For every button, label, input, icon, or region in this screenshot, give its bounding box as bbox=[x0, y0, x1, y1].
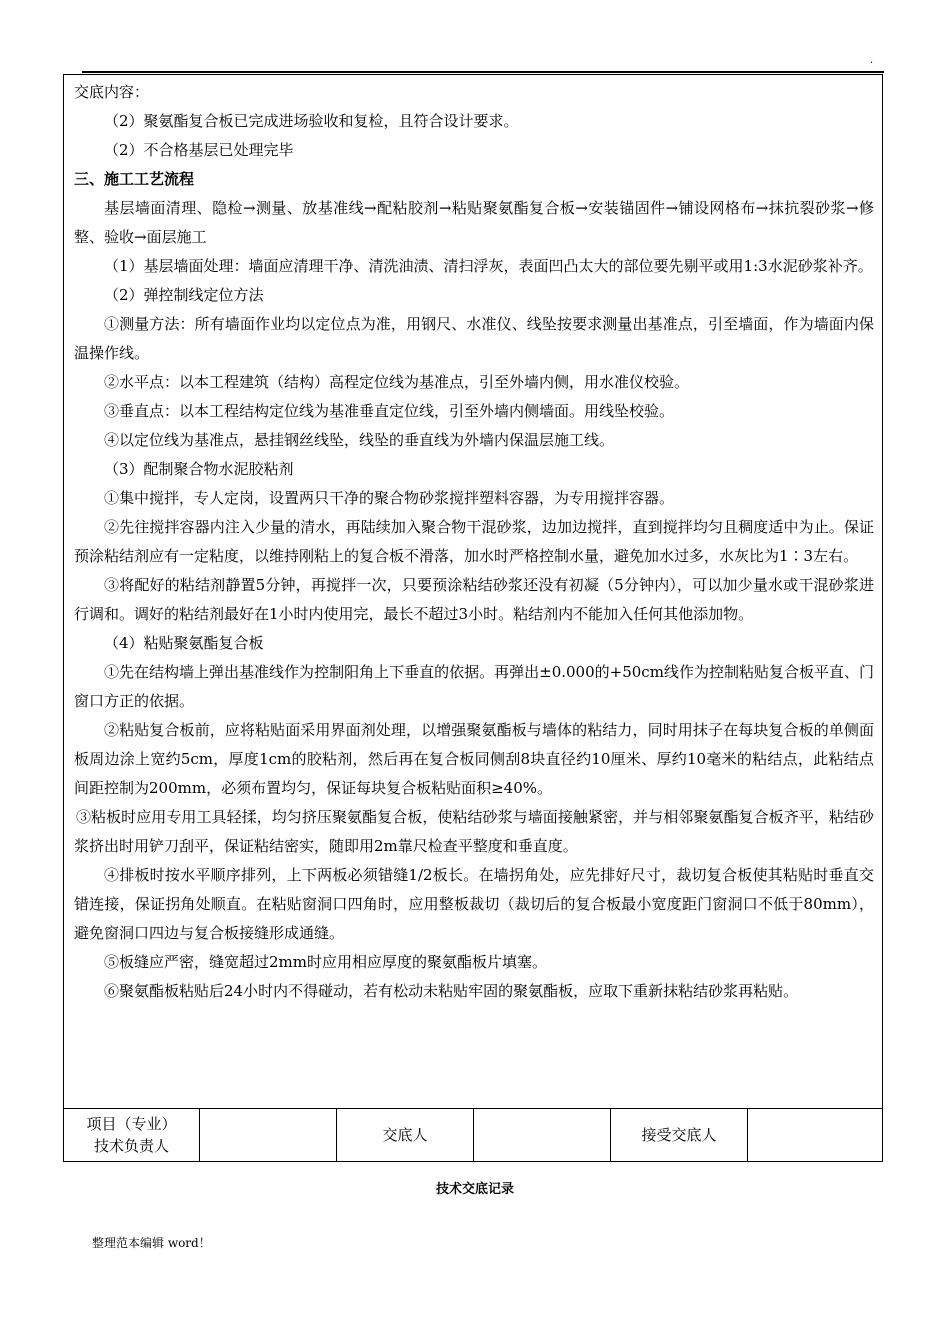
step-paragraph: ③将配好的粘结剂静置5分钟，再搅拌一次，只要预涂粘结砂浆还没有初凝（5分钟内），可以加少量水或干混砂浆进行调和。调好的粘结剂最好在1小时内使用完，最长不超过3小时。粘结剂内不能加入任何其他添加物。 bbox=[74, 576, 874, 623]
tech-lead-label-line2: 技术负责人 bbox=[93, 1137, 169, 1155]
tech-lead-signature-field[interactable] bbox=[200, 1109, 337, 1161]
tech-lead-label-line1: 项目（专业） bbox=[86, 1115, 177, 1133]
discloser-signature-field[interactable] bbox=[474, 1109, 611, 1161]
discloser-label-text: 交底人 bbox=[382, 1126, 428, 1144]
signature-row bbox=[63, 1108, 883, 1162]
process-flow: 基层墙面清理、隐检→测量、放基准线→配粘胶剂→粘贴聚氨酯复合板→安装锚固件→铺设网格布→抹抗裂砂浆→修整、验收→面层施工 bbox=[74, 199, 874, 246]
section-label: 交底内容： bbox=[74, 83, 150, 101]
receiver-label-text: 接受交底人 bbox=[641, 1126, 717, 1144]
footer-note: 整理范本编辑 word！ bbox=[92, 1236, 211, 1250]
step-paragraph: ⑥聚氨酯板粘贴后24小时内不得碰动，若有松动未粘贴牢固的聚氨酯板，应取下重新抹粘结砂浆再粘贴。 bbox=[104, 982, 799, 1000]
step-paragraph: （3）配制聚合物水泥胶粘剂 bbox=[104, 460, 294, 478]
step-paragraph: ⑤板缝应严密，缝宽超过2mm时应用相应厚度的聚氨酯板片填塞。 bbox=[104, 953, 547, 971]
step-paragraph: ②粘贴复合板前，应将粘贴面采用界面剂处理，以增强聚氨酯板与墙体的粘结力，同时用抹子在每块复合板的单侧面板周边涂上宽约5cm，厚度1cm的胶粘剂，然后再在复合板同侧刮8块直径约10厘米、厚约10毫米的粘结点，此粘结点间距控制为200mm，必须布置均匀，保证每块复合板粘贴面积≥40%。 bbox=[74, 721, 874, 797]
step-paragraph: ④排板时按水平顺序排列，上下两板必须错缝1/2板长。在墙拐角处，应先排好尺寸，裁切复合板使其粘贴时垂直交错连接，保证拐角处顺直。在粘贴窗洞口四角时，应用整板裁切（裁切后的复合板最小宽度距门窗洞口不低于80mm），避免窗洞口四边与复合板接缝形成通缝。 bbox=[74, 866, 874, 942]
receiver-label bbox=[611, 1109, 748, 1161]
content-body bbox=[74, 78, 874, 1006]
discloser-label bbox=[337, 1109, 474, 1161]
step-paragraph: ①先在结构墙上弹出基准线作为控制阳角上下垂直的依据。再弹出±0.000的+50cm线作为控制粘贴复合板平直、门窗口方正的依据。 bbox=[74, 663, 874, 710]
corner-mark: · bbox=[870, 58, 874, 69]
top-rule bbox=[82, 71, 884, 73]
section-heading: 三、施工工艺流程 bbox=[74, 170, 195, 188]
step-paragraph: ①测量方法：所有墙面作业均以定位点为准，用钢尺、水准仪、线坠按要求测量出基准点，引至墙面，作为墙面内保温操作线。 bbox=[74, 315, 874, 362]
paragraph: （2）不合格基层已处理完毕 bbox=[104, 141, 294, 159]
tech-lead-label bbox=[64, 1109, 200, 1161]
step-paragraph: ③垂直点：以本工程结构定位线为基准垂直定位线，引至外墙内侧墙面。用线坠校验。 bbox=[104, 402, 675, 420]
step-paragraph: （1）基层墙面处理：墙面应清理干净、清洗油渍、清扫浮灰，表面凹凸太大的部位要先剔平或用1:3水泥砂浆补齐。 bbox=[104, 257, 873, 275]
step-paragraph: ③粘板时应用专用工具轻揉，均匀挤压聚氨酯复合板，使粘结砂浆与墙面接触紧密，并与相邻聚氨酯复合板齐平，粘结砂浆挤出时用铲刀刮平，保证粘结密实，随即用2m靠尺检查平整度和垂直度。 bbox=[74, 808, 874, 855]
step-paragraph: ②先往搅拌容器内注入少量的清水，再陆续加入聚合物干混砂浆，边加边搅拌，直到搅拌均匀且稠度适中为止。保证预涂粘结剂应有一定粘度，以维持刚粘上的复合板不滑落，加水时严格控制水量，避免加水过多，水灰比为1∶3左右。 bbox=[74, 518, 874, 565]
footer-title: 技术交底记录 bbox=[435, 1182, 514, 1197]
step-paragraph: ①集中搅拌，专人定岗，设置两只干净的聚合物砂浆搅拌塑料容器，为专用搅拌容器。 bbox=[104, 489, 675, 507]
paragraph: （2）聚氨酯复合板已完成进场验收和复检，且符合设计要求。 bbox=[104, 112, 519, 130]
step-paragraph: （2）弹控制线定位方法 bbox=[104, 286, 264, 304]
receiver-signature-field[interactable] bbox=[748, 1109, 882, 1161]
step-paragraph: ②水平点：以本工程建筑（结构）高程定位线为基准点，引至外墙内侧，用水准仪校验。 bbox=[104, 373, 690, 391]
step-paragraph: ④以定位线为基准点，悬挂钢丝线坠，线坠的垂直线为外墙内保温层施工线。 bbox=[104, 431, 615, 449]
disclosure-content-box bbox=[63, 74, 883, 1109]
step-paragraph: （4）粘贴聚氨酯复合板 bbox=[104, 634, 264, 652]
